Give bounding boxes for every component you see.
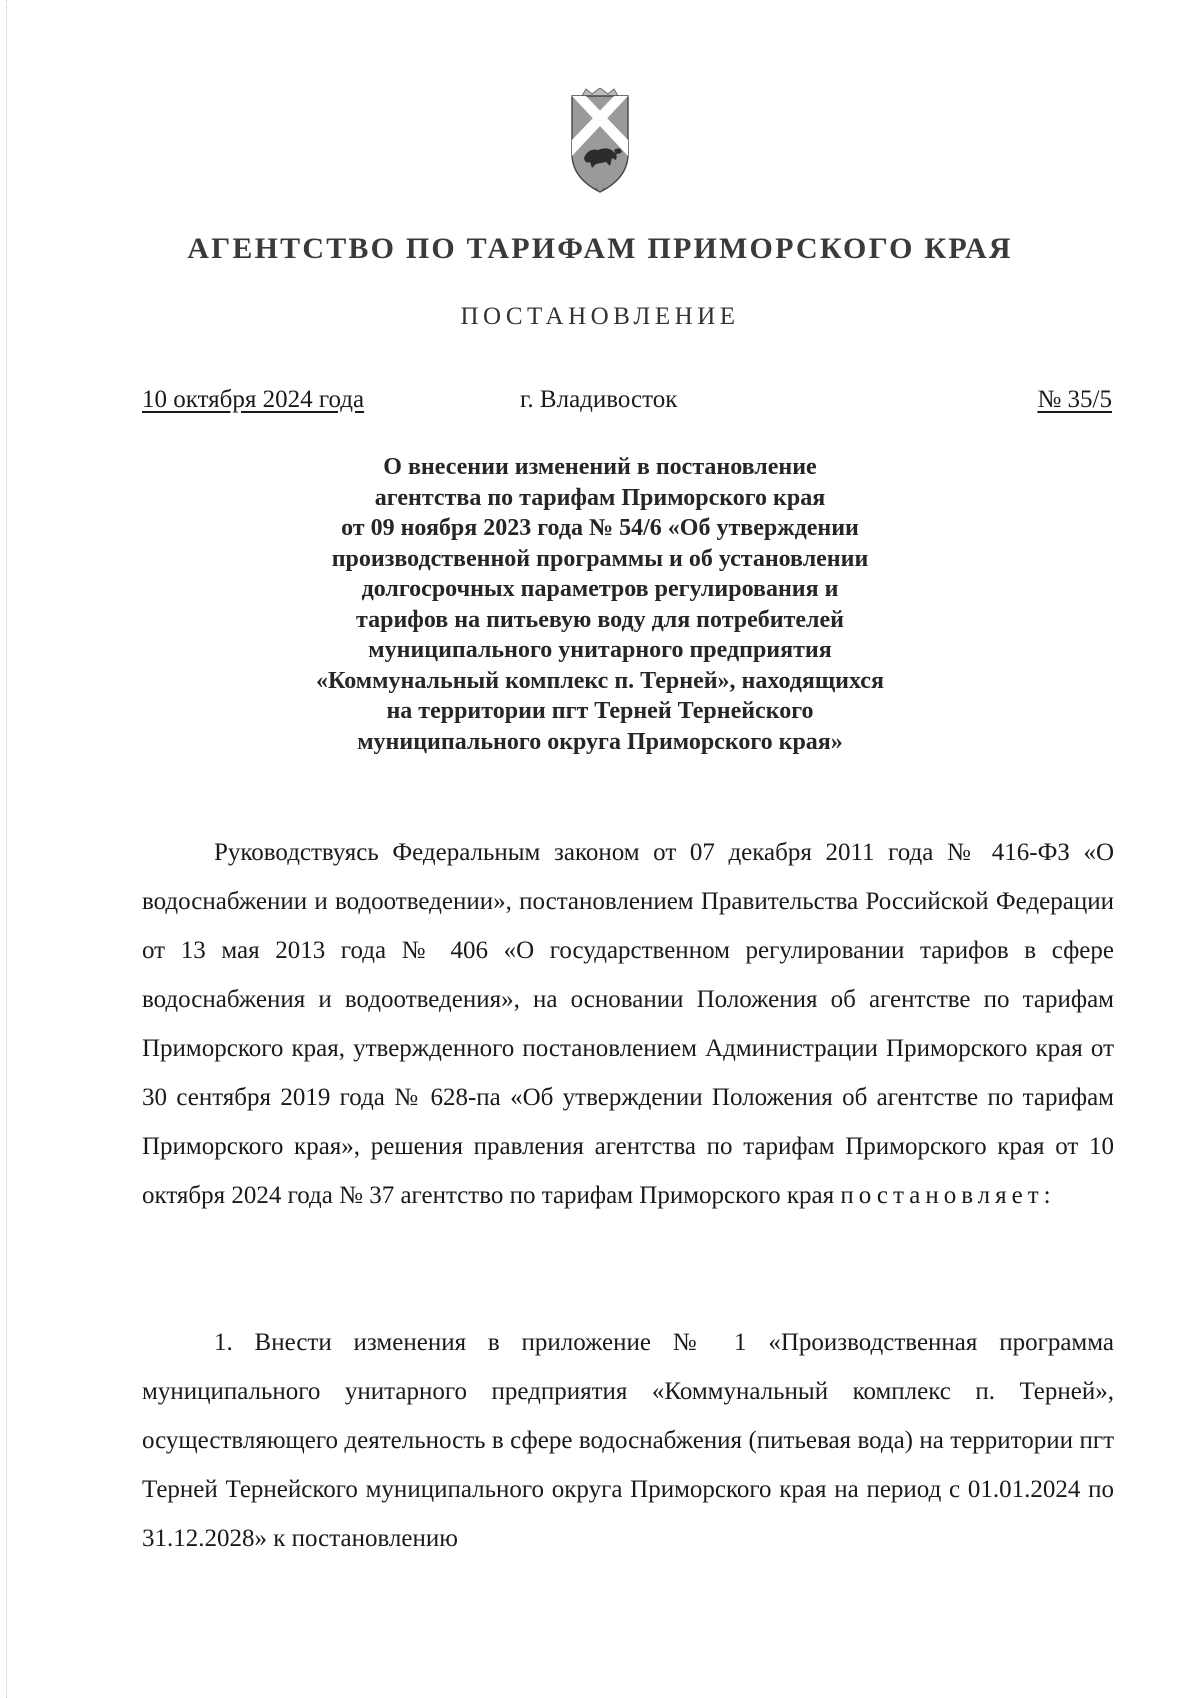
subject-line: долгосрочных параметров регулирования и bbox=[361, 576, 839, 602]
document-city: г. Владивосток bbox=[520, 386, 678, 413]
subject-line: О внесении изменений в постановление bbox=[383, 454, 817, 480]
decree-word: постановляет: bbox=[840, 1182, 1056, 1209]
subject-line: тарифов на питьевую воду для потребителей bbox=[356, 606, 844, 633]
document-subject bbox=[0, 452, 1200, 757]
subject-line: производственной программы и об установлении bbox=[331, 545, 869, 572]
agency-title: АГЕНТСТВО ПО ТАРИФАМ ПРИМОРСКОГО КРАЯ bbox=[187, 232, 1013, 265]
clause-1-paragraph: 1. Внести изменения в приложение № 1 «Производственная программа муниципального унитарного предприятия «Коммунальный комплекс п. Терней», осуществляющего деятельность в сфере водоснабжения (питьевая вода) на территории пгт Терней Тернейского муниципального округа Приморского края на период с 01.01.2024 по 31.12.2028» к постановлению bbox=[142, 1329, 1114, 1552]
subject-line: от 09 ноября 2023 года № 54/6 «Об утверждении bbox=[341, 515, 859, 541]
preamble-text: Руководствуясь Федеральным законом от 07 декабря 2011 года № 416-ФЗ «О водоснабжении и водоотведении», постановлением Правительства Российской Федерации от 13 мая 2013 года № 406 «О государственном регулировании тарифов в сфере водоснабжения и водоотведения», на основании Положения об агентстве по тарифам Приморского края, утвержденного постановлением Администрации Приморского края от 30 сентября 2019 года № 628-па «Об утверждении Положения об агентстве по тарифам Приморского края», решения правления агентства по тарифам Приморского края от 10 октября 2024 года № 37 агентство по тарифам Приморского края bbox=[142, 839, 1114, 1209]
subject-line: «Коммунальный комплекс п. Терней», находящихся bbox=[316, 667, 884, 694]
subject-line: на территории пгт Терней Тернейского bbox=[386, 698, 814, 724]
document-number: № 35/5 bbox=[1037, 386, 1112, 413]
preamble-paragraph bbox=[142, 828, 1114, 1220]
primorsky-krai-coat-of-arms-icon bbox=[568, 88, 632, 198]
subject-line: муниципального округа Приморского края» bbox=[357, 728, 843, 755]
subject-line: муниципального унитарного предприятия bbox=[368, 637, 832, 663]
subject-line: агентства по тарифам Приморского края bbox=[374, 484, 826, 511]
document-type: ПОСТАНОВЛЕНИЕ bbox=[460, 303, 740, 330]
document-date: 10 октября 2024 года bbox=[142, 386, 365, 413]
